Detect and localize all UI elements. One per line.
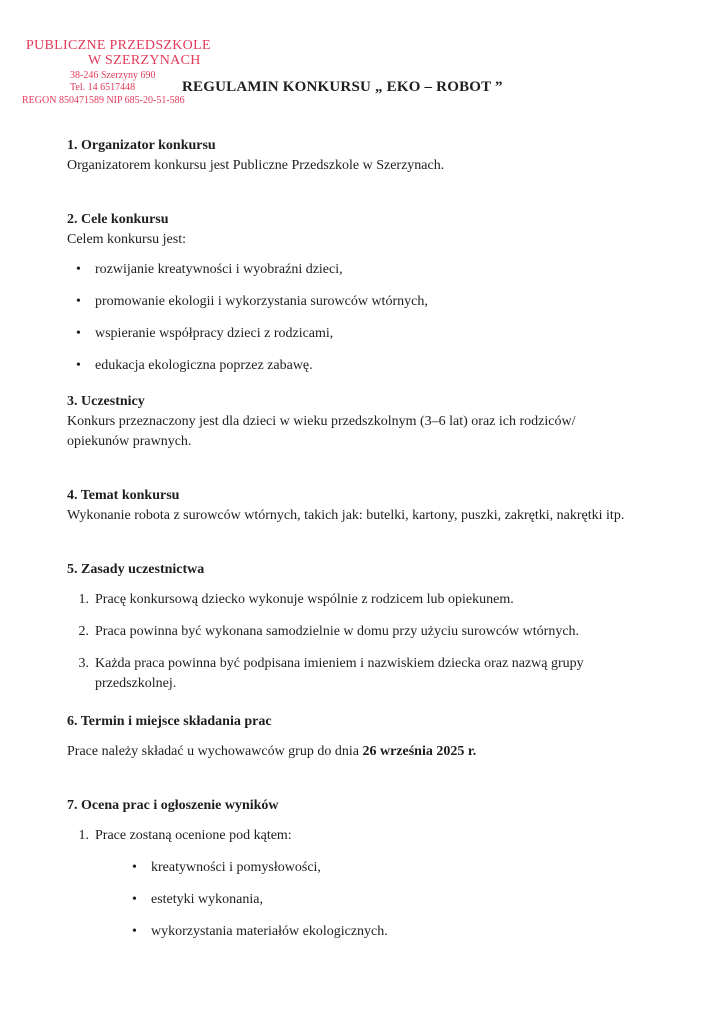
criteria-list [123, 858, 667, 942]
list-item [67, 356, 667, 376]
section-heading: 6. Termin i miejsce składania prac [67, 714, 272, 729]
evaluation-list [67, 826, 667, 942]
list-item-number: 3. [78, 656, 89, 671]
stamp-line-address: 38-246 Szerzyny 690 [70, 70, 156, 81]
list-item-text: rozwijanie kreatywności i wyobraźni dzieci, [95, 262, 343, 277]
list-item [67, 622, 667, 642]
list-item-number: 1. [78, 828, 89, 843]
section-organizer [67, 136, 667, 176]
list-item [67, 590, 667, 610]
section-heading: 3. Uczestnicy [67, 394, 145, 409]
list-item-text-line-2: przedszkolnej. [95, 676, 177, 691]
list-item [67, 324, 667, 344]
deadline-date: 26 września 2025 r. [362, 744, 477, 759]
stamp-line-town: W SZERZYNACH [88, 53, 201, 68]
section-heading: 1. Organizator konkursu [67, 138, 216, 153]
section-heading: 4. Temat konkursu [67, 488, 180, 503]
rules-list [67, 590, 667, 694]
list-item-text-line-1: Każda praca powinna być podpisana imieniem i nazwiskiem dziecka oraz nazwą grupy [95, 656, 584, 671]
list-item [67, 292, 667, 312]
stamp-line-regon-nip: REGON 850471589 NIP 685-20-51-586 [22, 95, 185, 106]
section-participants [67, 392, 667, 452]
section-goals [67, 210, 667, 376]
stamp-line-name: PUBLICZNE PRZEDSZKOLE [26, 38, 211, 53]
list-item-text: promowanie ekologii i wykorzystania surowców wtórnych, [95, 294, 428, 309]
section-text [67, 742, 667, 762]
list-item-number: 2. [78, 624, 89, 639]
list-item [123, 890, 667, 910]
list-item-text: estetyki wykonania, [151, 892, 263, 907]
list-item-text: wykorzystania materiałów ekologicznych. [151, 924, 388, 939]
section-deadline [67, 712, 667, 762]
stamp-line-phone: Tel. 14 6517448 [70, 82, 136, 93]
section-heading: 7. Ocena prac i ogłoszenie wyników [67, 798, 279, 813]
section-text-line-2: opiekunów prawnych. [67, 434, 192, 449]
list-item [123, 858, 667, 878]
list-item [67, 654, 667, 694]
section-text-line-1: Konkurs przeznaczony jest dla dzieci w wieku przedszkolnym (3–6 lat) oraz ich rodziców/ [67, 414, 576, 429]
section-heading: 2. Cele konkursu [67, 212, 169, 227]
section-evaluation [67, 796, 667, 942]
section-intro: Celem konkursu jest: [67, 232, 186, 247]
goals-list [67, 260, 667, 376]
list-item [67, 826, 667, 942]
list-item [67, 260, 667, 280]
list-item [123, 922, 667, 942]
list-item-text: Prace zostaną ocenione pod kątem: [95, 828, 292, 843]
list-item-text: kreatywności i pomysłowości, [151, 860, 321, 875]
list-item-text: Praca powinna być wykonana samodzielnie w domu przy użyciu surowców wtórnych. [95, 624, 580, 639]
section-text: Organizatorem konkursu jest Publiczne Przedszkole w Szerzynach. [67, 158, 445, 173]
list-item-text: edukacja ekologiczna poprzez zabawę. [95, 358, 313, 373]
document-title: REGULAMIN KONKURSU „ EKO – ROBOT ” [182, 79, 503, 95]
list-item-number: 1. [78, 592, 89, 607]
list-item-text: Pracę konkursową dziecko wykonuje wspólnie z rodzicem lub opiekunem. [95, 592, 514, 607]
section-rules [67, 560, 667, 694]
section-heading: 5. Zasady uczestnictwa [67, 562, 205, 577]
section-text: Wykonanie robota z surowców wtórnych, takich jak: butelki, kartony, puszki, zakrętki, nakrętki itp. [67, 508, 625, 523]
section-topic [67, 486, 667, 526]
deadline-text: Prace należy składać u wychowawców grup do dnia [67, 744, 363, 759]
list-item-text: wspieranie współpracy dzieci z rodzicami, [95, 326, 334, 341]
